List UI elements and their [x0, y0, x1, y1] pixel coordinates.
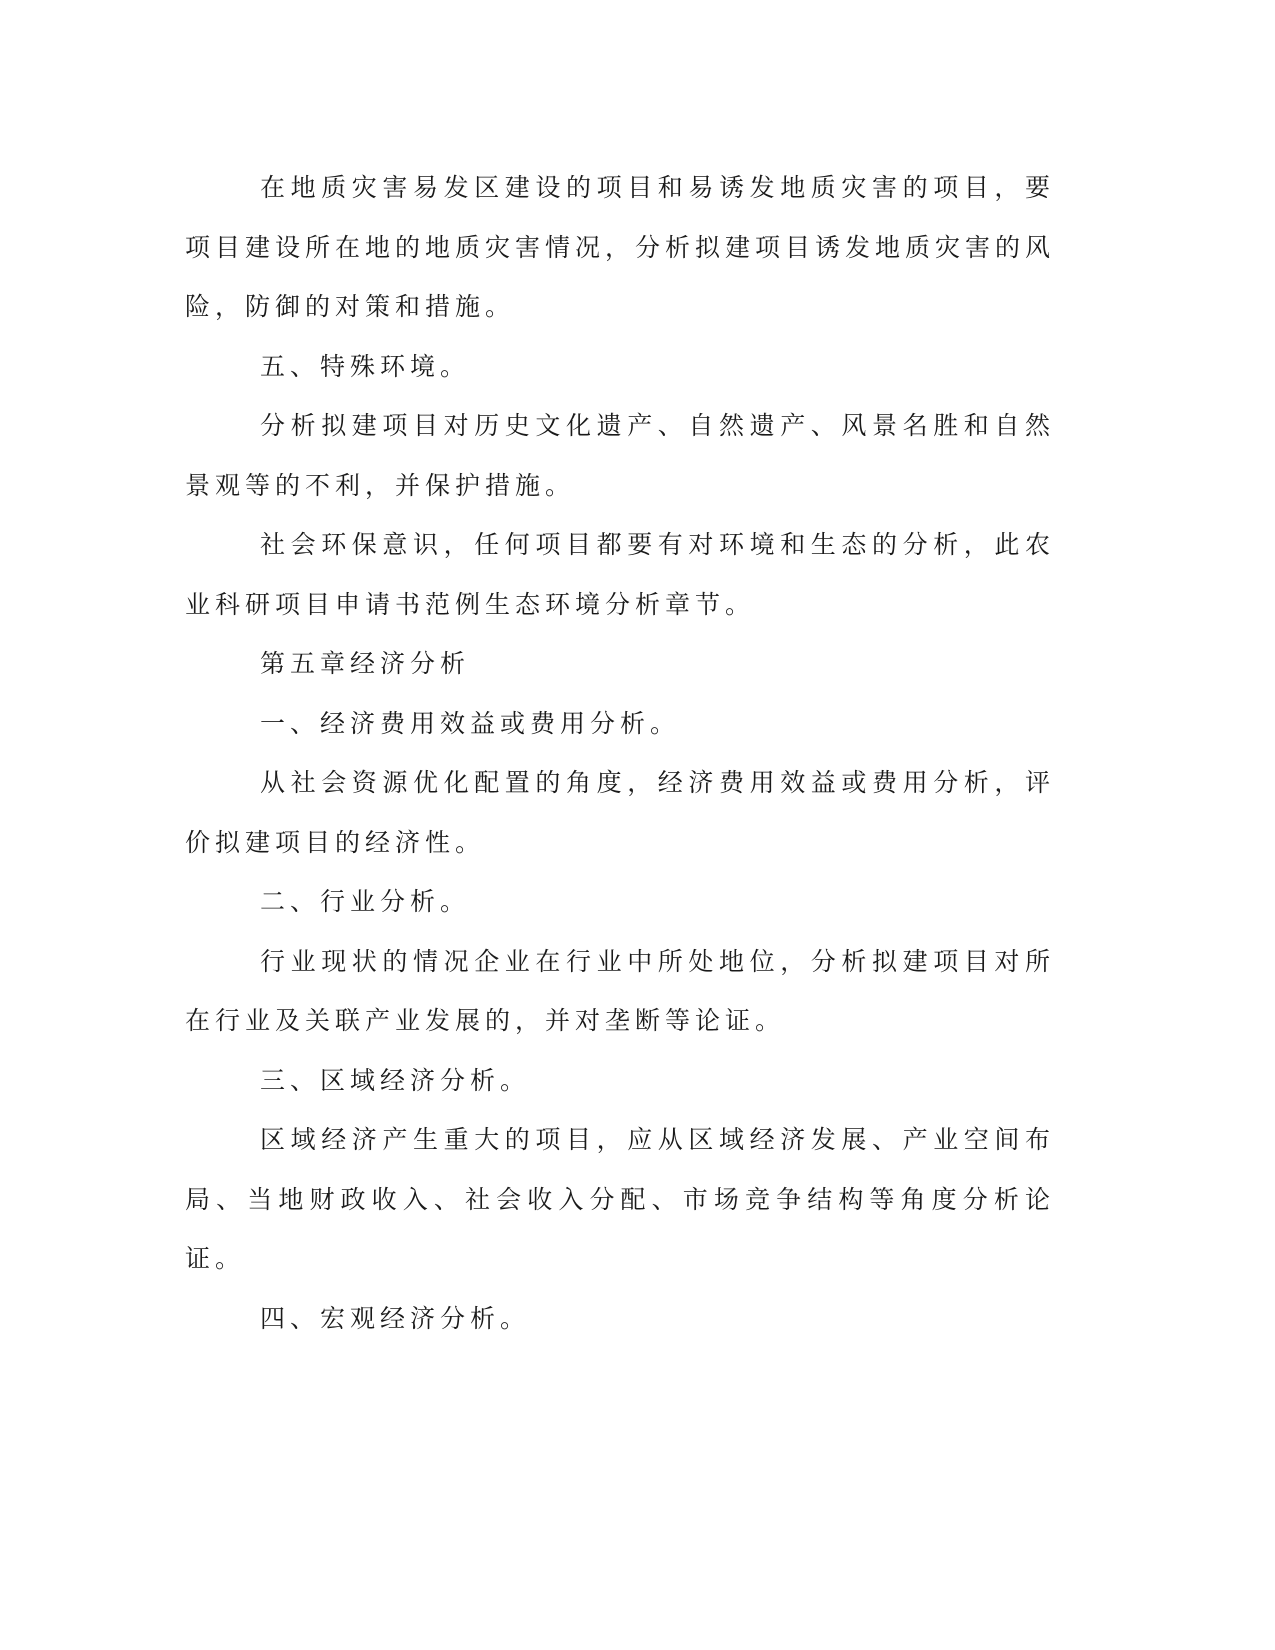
paragraph-heritage: 分析拟建项目对历史文化遗产、自然遗产、风景名胜和自然景观等的不利，并保护措施。	[185, 411, 1055, 500]
document-body	[185, 158, 1055, 1348]
paragraph-environmental-awareness: 社会环保意识，任何项目都要有对环境和生态的分析，此农业科研项目申请书范例生态环境分析章节。	[185, 530, 1055, 619]
section-heading-special-environment: 五、特殊环境。	[260, 351, 471, 381]
paragraph-industry: 行业现状的情况企业在行业中所处地位，分析拟建项目对所在行业及关联产业发展的，并对垄断等论证。	[185, 946, 1055, 1035]
chapter-heading-economic-analysis: 第五章经济分析	[260, 649, 471, 678]
section-heading-cost-benefit: 一、经济费用效益或费用分析。	[260, 708, 681, 738]
section-heading-macro: 四、宏观经济分析。	[260, 1303, 531, 1333]
section-heading-industry: 二、行业分析。	[260, 887, 471, 916]
paragraph-regional: 区域经济产生重大的项目，应从区域经济发展、产业空间布局、当地财政收入、社会收入分配、市场竞争结构等角度分析论证。	[185, 1125, 1055, 1273]
paragraph-cost-benefit: 从社会资源优化配置的角度，经济费用效益或费用分析，评价拟建项目的经济性。	[185, 768, 1055, 857]
section-heading-regional: 三、区域经济分析。	[260, 1065, 531, 1095]
paragraph-geohazard: 在地质灾害易发区建设的项目和易诱发地质灾害的项目，要项目建设所在地的地质灾害情况，分析拟建项目诱发地质灾害的风险，防御的对策和措施。	[185, 173, 1056, 321]
